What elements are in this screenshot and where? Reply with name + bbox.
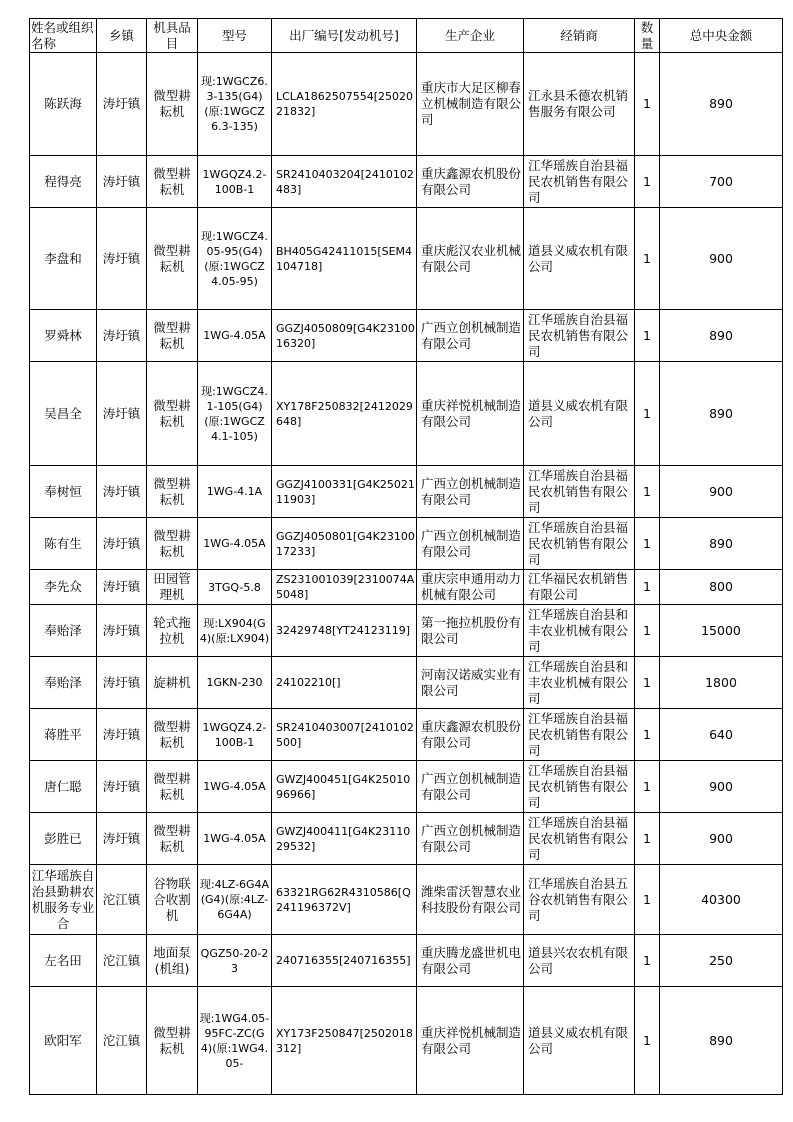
table-row xyxy=(30,362,783,466)
cell-qty: 1 xyxy=(635,987,660,1095)
cell-serial: XY173F250847[2502018312] xyxy=(272,987,417,1095)
cell-model: 1WG-4.05A xyxy=(198,761,272,813)
cell-serial: 240716355[240716355] xyxy=(272,935,417,987)
table-row xyxy=(30,156,783,208)
cell-qty: 1 xyxy=(635,605,660,657)
cell-town: 涛圩镇 xyxy=(97,570,147,605)
col-header-name: 姓名或组织名称 xyxy=(30,19,97,53)
cell-amount: 900 xyxy=(660,466,783,518)
cell-serial: GGZJ4050801[G4K2310017233] xyxy=(272,518,417,570)
cell-amount: 15000 xyxy=(660,605,783,657)
cell-dealer: 江华瑶族自治县和丰农业机械有限公司 xyxy=(524,657,635,709)
cell-type: 微型耕耘机 xyxy=(147,987,198,1095)
cell-model: 1WGQZ4.2-100B-1 xyxy=(198,156,272,208)
cell-dealer: 道县义威农机有限公司 xyxy=(524,208,635,310)
table-row xyxy=(30,935,783,987)
cell-qty: 1 xyxy=(635,53,660,156)
cell-town: 涛圩镇 xyxy=(97,208,147,310)
cell-maker: 广西立创机械制造有限公司 xyxy=(417,310,524,362)
cell-town: 涛圩镇 xyxy=(97,761,147,813)
cell-maker: 河南汉诺威实业有限公司 xyxy=(417,657,524,709)
cell-name: 罗舜林 xyxy=(30,310,97,362)
cell-type: 微型耕耘机 xyxy=(147,53,198,156)
cell-maker: 潍柴雷沃智慧农业科技股份有限公司 xyxy=(417,865,524,935)
cell-qty: 1 xyxy=(635,865,660,935)
cell-model: 现:1WG4.05-95FC-ZC(G4)(原:1WG4.05- xyxy=(198,987,272,1095)
cell-serial: GGZJ4050809[G4K2310016320] xyxy=(272,310,417,362)
table-row xyxy=(30,657,783,709)
cell-serial: SR2410403007[2410102500] xyxy=(272,709,417,761)
cell-type: 微型耕耘机 xyxy=(147,813,198,865)
cell-model: QGZ50-20-23 xyxy=(198,935,272,987)
cell-amount: 40300 xyxy=(660,865,783,935)
cell-name: 欧阳军 xyxy=(30,987,97,1095)
cell-amount: 800 xyxy=(660,570,783,605)
cell-serial: GWZJ400451[G4K2501096966] xyxy=(272,761,417,813)
cell-qty: 1 xyxy=(635,156,660,208)
cell-town: 涛圩镇 xyxy=(97,709,147,761)
cell-model: 现:LX904(G4)(原:LX904) xyxy=(198,605,272,657)
col-header-amount: 总中央金额 xyxy=(660,19,783,53)
cell-model: 现:4LZ-6G4A(G4)(原:4LZ-6G4A) xyxy=(198,865,272,935)
cell-dealer: 江华瑶族自治县和丰农业机械有限公司 xyxy=(524,605,635,657)
cell-maker: 重庆市大足区柳春立机械制造有限公司 xyxy=(417,53,524,156)
cell-amount: 250 xyxy=(660,935,783,987)
cell-town: 沱江镇 xyxy=(97,987,147,1095)
cell-town: 涛圩镇 xyxy=(97,156,147,208)
cell-qty: 1 xyxy=(635,518,660,570)
col-header-type: 机具品目 xyxy=(147,19,198,53)
cell-type: 微型耕耘机 xyxy=(147,362,198,466)
table-row xyxy=(30,208,783,310)
cell-type: 微型耕耘机 xyxy=(147,761,198,813)
cell-maker: 重庆祥悦机械制造有限公司 xyxy=(417,987,524,1095)
cell-dealer: 江华瑶族自治县福民农机销售有限公司 xyxy=(524,518,635,570)
cell-maker: 广西立创机械制造有限公司 xyxy=(417,518,524,570)
cell-maker: 重庆宗申通用动力机械有限公司 xyxy=(417,570,524,605)
cell-qty: 1 xyxy=(635,813,660,865)
cell-maker: 广西立创机械制造有限公司 xyxy=(417,813,524,865)
cell-town: 沱江镇 xyxy=(97,865,147,935)
col-header-serial: 出厂编号[发动机号] xyxy=(272,19,417,53)
cell-serial: LCLA1862507554[2502021832] xyxy=(272,53,417,156)
cell-dealer: 江永县禾德农机销售服务有限公司 xyxy=(524,53,635,156)
cell-amount: 890 xyxy=(660,310,783,362)
cell-town: 涛圩镇 xyxy=(97,310,147,362)
cell-serial: 63321RG62R4310586[Q241196372V] xyxy=(272,865,417,935)
cell-name: 李先众 xyxy=(30,570,97,605)
cell-qty: 1 xyxy=(635,761,660,813)
cell-town: 涛圩镇 xyxy=(97,657,147,709)
cell-type: 微型耕耘机 xyxy=(147,518,198,570)
cell-amount: 890 xyxy=(660,362,783,466)
cell-name: 李盘和 xyxy=(30,208,97,310)
cell-name: 陈有生 xyxy=(30,518,97,570)
cell-name: 左名田 xyxy=(30,935,97,987)
cell-amount: 900 xyxy=(660,813,783,865)
cell-dealer: 道县义威农机有限公司 xyxy=(524,362,635,466)
cell-name: 吴昌全 xyxy=(30,362,97,466)
cell-type: 旋耕机 xyxy=(147,657,198,709)
cell-qty: 1 xyxy=(635,362,660,466)
cell-model: 1WG-4.05A xyxy=(198,813,272,865)
cell-serial: GGZJ4100331[G4K2502111903] xyxy=(272,466,417,518)
table-row xyxy=(30,518,783,570)
cell-dealer: 江华瑶族自治县福民农机销售有限公司 xyxy=(524,310,635,362)
cell-qty: 1 xyxy=(635,935,660,987)
cell-amount: 900 xyxy=(660,761,783,813)
cell-serial: BH405G42411015[SEM4104718] xyxy=(272,208,417,310)
cell-model: 1WG-4.05A xyxy=(198,310,272,362)
cell-maker: 重庆腾龙盛世机电有限公司 xyxy=(417,935,524,987)
cell-name: 蒋胜平 xyxy=(30,709,97,761)
cell-type: 微型耕耘机 xyxy=(147,310,198,362)
header-row xyxy=(30,19,783,53)
cell-serial: ZS231001039[2310074A5048] xyxy=(272,570,417,605)
cell-dealer: 江华瑶族自治县福民农机销售有限公司 xyxy=(524,156,635,208)
cell-model: 现:1WGCZ6.3-135(G4)(原:1WGCZ6.3-135) xyxy=(198,53,272,156)
cell-dealer: 江华福民农机销售有限公司 xyxy=(524,570,635,605)
table-row xyxy=(30,761,783,813)
table-row xyxy=(30,310,783,362)
cell-name: 奉贻泽 xyxy=(30,605,97,657)
cell-amount: 1800 xyxy=(660,657,783,709)
table-row xyxy=(30,865,783,935)
table-row xyxy=(30,605,783,657)
col-header-maker: 生产企业 xyxy=(417,19,524,53)
cell-town: 涛圩镇 xyxy=(97,813,147,865)
subsidy-table xyxy=(29,18,783,1095)
cell-type: 微型耕耘机 xyxy=(147,466,198,518)
table-row xyxy=(30,570,783,605)
cell-dealer: 江华瑶族自治县五谷农机销售有限公司 xyxy=(524,865,635,935)
cell-serial: 32429748[YT24123119] xyxy=(272,605,417,657)
table-row xyxy=(30,466,783,518)
cell-type: 轮式拖拉机 xyxy=(147,605,198,657)
cell-model: 1WGQZ4.2-100B-1 xyxy=(198,709,272,761)
cell-maker: 重庆彪汉农业机械有限公司 xyxy=(417,208,524,310)
cell-type: 微型耕耘机 xyxy=(147,709,198,761)
cell-amount: 890 xyxy=(660,987,783,1095)
cell-qty: 1 xyxy=(635,570,660,605)
cell-type: 地面泵(机组) xyxy=(147,935,198,987)
cell-type: 微型耕耘机 xyxy=(147,156,198,208)
cell-amount: 900 xyxy=(660,208,783,310)
cell-qty: 1 xyxy=(635,466,660,518)
cell-name: 唐仁聪 xyxy=(30,761,97,813)
cell-qty: 1 xyxy=(635,709,660,761)
cell-town: 涛圩镇 xyxy=(97,605,147,657)
cell-name: 奉贻泽 xyxy=(30,657,97,709)
cell-name: 奉树恒 xyxy=(30,466,97,518)
col-header-model: 型号 xyxy=(198,19,272,53)
cell-dealer: 江华瑶族自治县福民农机销售有限公司 xyxy=(524,466,635,518)
cell-model: 1WG-4.1A xyxy=(198,466,272,518)
cell-maker: 重庆祥悦机械制造有限公司 xyxy=(417,362,524,466)
cell-dealer: 江华瑶族自治县福民农机销售有限公司 xyxy=(524,813,635,865)
cell-model: 现:1WGCZ4.1-105(G4)(原:1WGCZ4.1-105) xyxy=(198,362,272,466)
cell-maker: 重庆鑫源农机股份有限公司 xyxy=(417,156,524,208)
cell-type: 田园管理机 xyxy=(147,570,198,605)
cell-dealer: 道县义威农机有限公司 xyxy=(524,987,635,1095)
table-row xyxy=(30,813,783,865)
cell-amount: 640 xyxy=(660,709,783,761)
cell-town: 涛圩镇 xyxy=(97,466,147,518)
cell-serial: SR2410403204[2410102483] xyxy=(272,156,417,208)
col-header-dealer: 经销商 xyxy=(524,19,635,53)
cell-type: 谷物联合收割机 xyxy=(147,865,198,935)
cell-model: 3TGQ-5.8 xyxy=(198,570,272,605)
table-row xyxy=(30,987,783,1095)
cell-name: 江华瑶族自治县勤耕农机服务专业合 xyxy=(30,865,97,935)
cell-maker: 广西立创机械制造有限公司 xyxy=(417,761,524,813)
cell-serial: XY178F250832[2412029648] xyxy=(272,362,417,466)
cell-amount: 890 xyxy=(660,518,783,570)
cell-serial: GWZJ400411[G4K2311029532] xyxy=(272,813,417,865)
cell-dealer: 江华瑶族自治县福民农机销售有限公司 xyxy=(524,761,635,813)
col-header-qty: 数量 xyxy=(635,19,660,53)
cell-name: 陈跃海 xyxy=(30,53,97,156)
cell-dealer: 江华瑶族自治县福民农机销售有限公司 xyxy=(524,709,635,761)
cell-model: 1WG-4.05A xyxy=(198,518,272,570)
cell-town: 涛圩镇 xyxy=(97,362,147,466)
cell-amount: 890 xyxy=(660,53,783,156)
cell-serial: 24102210[] xyxy=(272,657,417,709)
cell-qty: 1 xyxy=(635,657,660,709)
cell-model: 1GKN-230 xyxy=(198,657,272,709)
cell-maker: 广西立创机械制造有限公司 xyxy=(417,466,524,518)
cell-dealer: 道县兴农农机有限公司 xyxy=(524,935,635,987)
cell-name: 程得亮 xyxy=(30,156,97,208)
cell-name: 彭胜已 xyxy=(30,813,97,865)
cell-maker: 第一拖拉机股份有限公司 xyxy=(417,605,524,657)
cell-town: 涛圩镇 xyxy=(97,518,147,570)
table-row xyxy=(30,53,783,156)
table-row xyxy=(30,709,783,761)
cell-town: 涛圩镇 xyxy=(97,53,147,156)
cell-maker: 重庆鑫源农机股份有限公司 xyxy=(417,709,524,761)
col-header-town: 乡镇 xyxy=(97,19,147,53)
cell-model: 现:1WGCZ4.05-95(G4)(原:1WGCZ4.05-95) xyxy=(198,208,272,310)
cell-qty: 1 xyxy=(635,310,660,362)
cell-amount: 700 xyxy=(660,156,783,208)
cell-type: 微型耕耘机 xyxy=(147,208,198,310)
cell-qty: 1 xyxy=(635,208,660,310)
cell-town: 沱江镇 xyxy=(97,935,147,987)
